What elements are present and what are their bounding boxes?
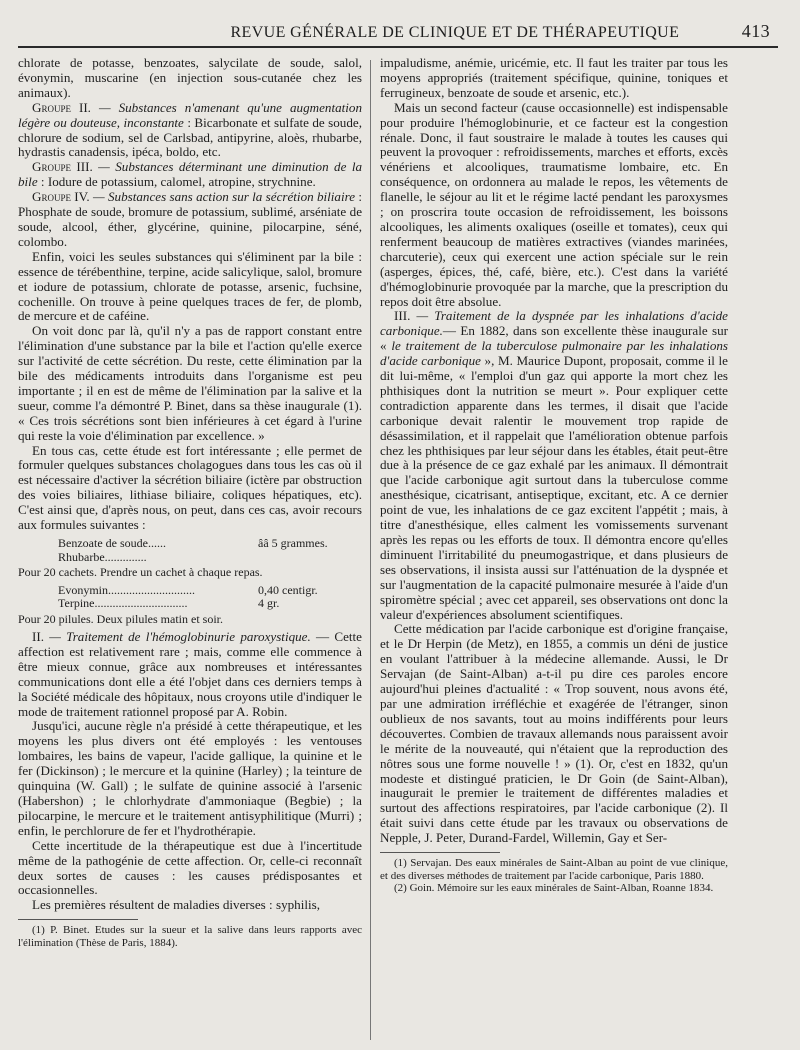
footnote-rule: [18, 919, 138, 920]
ingredient: Evonymin.............................: [58, 582, 195, 597]
group-label: Groupe IV.: [32, 189, 90, 205]
column-divider: [370, 60, 371, 1040]
thesis-title: le traitement de la tuberculose pulmonaire par les inhalations d'acide carbonique: [380, 338, 729, 369]
journal-title: REVUE GÉNÉRALE DE CLINIQUE ET DE THÉRAPEUTIQUE: [230, 24, 680, 41]
paragraph: Les premières résultent de maladies diverses : syphilis,: [32, 897, 320, 913]
section-label: II.: [32, 629, 44, 644]
group-2: [18, 101, 362, 161]
section-text: », M. Maurice Dupont, proposait, comme il le dit lui-même, « l'emploi d'un gaz qui apporte la mort chez les phthisiques dont la nutrition se meurt ». Pour expliquer cette contradiction apparente dans les termes, il disait que l'acide carbonique devait ralentir le mouvement trop rapide de désassimilation, et il rappelait que l'amélioration obtenue parfois chez les phthisiques par leur séjour dans les étables, était peut-être due à la présence de ce gaz exhalé par les animaux. Il démontrait que l'acide carbonique agit surtout dans la tuberculose comme anesthésique, cicatrisant, antiseptique, excitant, etc. A ce dernier point de vue, les inhalations de ce gaz excitent l'appétit ; mais, à titre d'anesthésique, elles calment les vomissements survenant après les repas ou les efforts de toux. Il démontra encore qu'elles diminuent l'irritabilité du pneumogastrique, et dans plusieurs de ses observations, il insista aussi sur l'atténuation de la dyspnée et sur l'augmentation de la capacité pulmonaire mesurée à l'aide d'un spiromètre spécial ; avec cet appareil, ses observations ont donc la valeur d'expériences absolument scientifiques.: [380, 353, 728, 622]
group-title: — Substances déterminant une diminution de la bile: [18, 159, 362, 190]
page-number: 413: [741, 21, 770, 41]
paragraph: Enfin, voici les seules substances qui s'éliminent par la bile : essence de térébenthine, terpine, acide salicylique, salol, bromure et iodure de potassium, chlorate de potasse, arsenic, fuchsine, cochenille. On trouve à peine quelques traces de fer, de plomb, de mercure et de caféine.: [18, 248, 362, 324]
group-text: : Phosphate de soude, bromure de potassium, sublimé, arséniate de soude, alcool, éther, glycérine, quinine, pilocarpine, séné, colombo.: [18, 189, 363, 249]
running-head: [18, 16, 770, 42]
prescription-1: [18, 537, 362, 580]
section-2: [18, 630, 362, 719]
footnote: (1) P. Binet. Etudes sur la sueur et la salive dans leurs rapports avec l'élimination (Thèse de Paris, 1884).: [18, 924, 362, 949]
section-title: — Traitement de la dyspnée par les inhalations d'acide carbonique.: [380, 308, 728, 339]
quantity: ââ 5 grammes.: [258, 536, 328, 550]
paragraph: impaludisme, anémie, uricémie, etc. Il faut les traiter par tous les moyens appropriés (traitement spécifique, quinine, toniques et ferrugineux, benzoate de soude et arsenic, etc.).: [380, 55, 728, 100]
paragraph: On voit donc par là, qu'il n'y a pas de rapport constant entre l'élimination d'une substance par la bile et l'action qu'elle exerce sur l'activité de cette sécrétion. Du reste, cette élimination par la bile des médicaments introduits dans l'organisme est peu importante ; il en est de même de l'élimination par la salive et la sueur, comme l'a démontré P. Binet, dans sa thèse inaugurale (1). « Ces trois sécrétions sont bien inférieures à cet égard à l'urine qui reste la voie d'élimination par excellence. »: [18, 323, 362, 443]
footnote: (2) Goin. Mémoire sur les eaux minérales de Saint-Alban, Roanne 1834.: [394, 882, 714, 895]
paragraph: chlorate de potasse, benzoates, salycilate de soude, salol, évonymin, muscarine (en injection sous-cutanée chez les animaux).: [18, 55, 362, 100]
quantity: 4 gr.: [258, 596, 280, 610]
paragraph: Cette incertitude de la thérapeutique est due à l'incertitude même de la pathogénie de cette affection. Or, celle-ci reconnaît deux sortes de causes : les causes prédisposantes et occasionnelles.: [18, 837, 362, 898]
group-text: : Bicarbonate et sulfate de soude, chlorure de sodium, sel de Carlsbad, antipyrine, aloès, rhubarbe, hydrastis canadensis, ipéca, boldo, etc.: [18, 114, 362, 160]
group-title: — Substances n'amenant qu'une augmentation légère ou douteuse, inconstante: [18, 99, 362, 130]
section-3: [380, 309, 728, 622]
ingredient: Rhubarbe..............: [58, 549, 147, 564]
ingredient: Terpine...............................: [58, 596, 188, 610]
section-title: — Traitement de l'hémoglobinurie paroxystique.: [49, 629, 311, 644]
section-text: — En 1882, dans son excellente thèse inaugurale sur «: [380, 323, 728, 354]
footnote: (1) Servajan. Des eaux minérales de Saint-Alban au point de vue clinique, et des diverses méthodes de traitement par l'acide carbonique, Paris 1880.: [380, 857, 728, 882]
paragraph: Mais un second facteur (cause occasionnelle) est indispensable pour produire l'hémoglobinurie, et ce facteur est la congestion rénale. Donc, il faut soustraire le malade à toutes les causes qui peuvent la provoquer : refroidissements, marches et efforts, excès vénériens et alcooliques, traumatisme lombaire, etc. En conséquence, on ordonnera au malade le repos, les vêtements de flanelle, le séjour au lit et le régime lacté pendant les paroxysmes ; on proscrira toute occasion de refroidissement, les boissons alcooliques, les aliments oxaliques (oseille et tomates), ceux qui renferment beaucoup de matières extractives (viandes marinées, charcuterie), ceux qui exercent une action spéciale sur le rein (asperges, épices, thé, café, bière, etc.). C'est dans la variété d'hémoglobinurie provoquée par la marche, que la prescription du repos doit être absolue.: [380, 99, 728, 309]
group-4: [18, 190, 362, 250]
prescription-note: Pour 20 cachets. Prendre un cachet à chaque repas.: [18, 565, 263, 579]
group-3: [18, 160, 362, 190]
right-column: [380, 56, 728, 895]
prescription-note: Pour 20 pilules. Deux pilules matin et soir.: [18, 611, 223, 626]
group-label: Groupe III.: [32, 159, 93, 175]
quantity: 0,40 centigr.: [258, 582, 318, 597]
header-rule: [18, 46, 778, 48]
group-title: — Substances sans action sur la sécrétion biliaire: [93, 189, 356, 205]
group-label: Groupe II.: [32, 99, 91, 115]
left-column: [18, 56, 362, 949]
ingredient: Benzoate de soude......: [58, 536, 166, 550]
paragraph: En tous cas, cette étude est fort intéressante ; elle permet de formuler quelques substances cholagogues dans tous les cas où il est nécessaire d'activer la sécrétion biliaire (ictère par obstruction des voies biliaires, lithiase biliaire, coliques hépatiques, etc). C'est ainsi que, d'après nous, on peut, dans ces cas, avoir recours aux formules suivantes :: [18, 442, 362, 533]
section-label: III.: [394, 308, 411, 324]
footnote-rule: [380, 852, 500, 853]
paragraph: Jusqu'ici, aucune règle n'a présidé à cette thérapeutique, et les moyens les plus divers ont été employés : les ventouses lombaires, les bains de vapeur, l'acide gallique, la quinine et le fer (Dickinson) ; le mercure et la quinine (Harley) ; la teinture de quinquina (W. Gall) ; le sulfate de quinine associé à l'arsenic (Habershon) ; le chlorhydrate d'ammoniaque (Begbie) ; la pilocarpine, le mercure et le traitement antisyphilitique (Murri) ; enfin, le perchlorure de fer et l'hydrothérapie.: [18, 718, 362, 838]
paragraph: Cette médication par l'acide carbonique est d'origine française, et le Dr Herpin (de Metz), en 1855, a commis un déni de justice en voulant l'attribuer à la médecine allemande. Aussi, le Dr Servajan (de Saint-Alban) a-t-il pu dire ces paroles encore aujourd'hui pleines d'actualité : « Trop souvent, nous avons été, par une admiration irréfléchie et exagérée de l'étranger, sinon oublieux de nos savants, tout au moins indifférents pour leurs découvertes. Combien de travaux allemands nous paraissent avoir le mérite de la nouveauté, qui n'étaient que la reproduction des nôtres sous une forme nouvelle ! » (1). Or, c'est en 1832, qu'un modeste et distingué praticien, le Dr Goin (de Saint-Alban), inaugurait le premier le traitement de différentes maladies et surtout des affections respiratoires, par l'acide carbonique (2). Il était suivi dans cette étude par les travaux ou observations de Nepple, J. Peter, Durand-Fardel, Willemin, Gay et Ser-: [380, 621, 728, 846]
prescription-2: [18, 584, 362, 627]
section-text: — Cette affection est relativement rare ; mais, comme elle commence à être mieux connue, grâce aux nombreuses et intéressantes communications dont elle a été l'objet dans ces derniers temps à la Société médicale des hôpitaux, nous croyons utile d'indiquer le mode de traitement rationnel proposé par A. Robin.: [18, 629, 362, 719]
group-text: : Iodure de potassium, calomel, atropine, strychnine.: [40, 174, 316, 190]
